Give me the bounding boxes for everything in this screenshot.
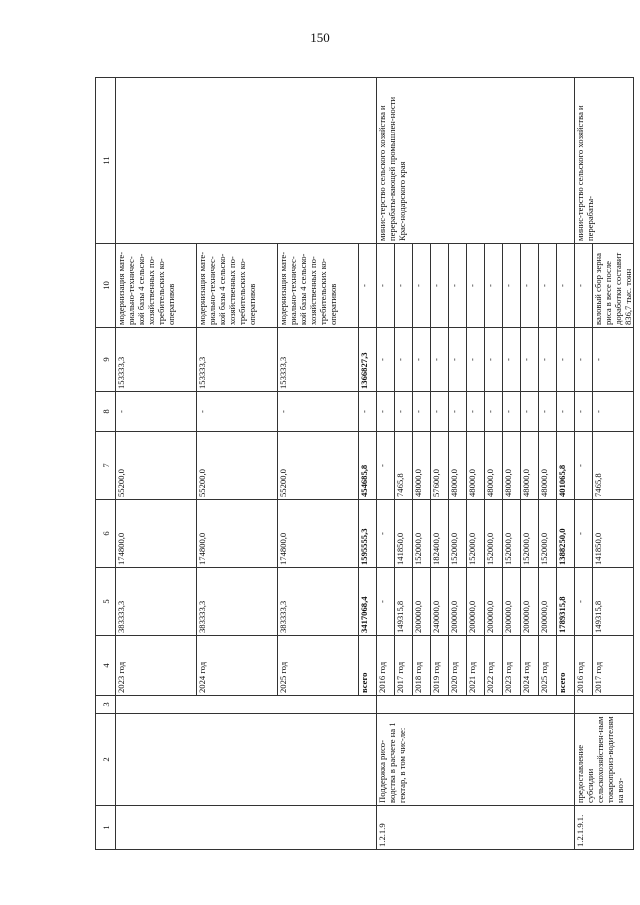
cell-federal: 7465,8 — [593, 432, 634, 500]
cell-year: 2023 год — [116, 636, 197, 696]
cell-regional: 152000,0 — [413, 500, 431, 568]
cell-result: - — [503, 244, 521, 328]
cell-result: - — [485, 244, 503, 328]
cell-total-funds: 149315,8 — [395, 568, 413, 636]
cell-regional: 152000,0 — [521, 500, 539, 568]
cell-result: - — [539, 244, 557, 328]
cell-regional: 152000,0 — [485, 500, 503, 568]
cell-code: 1.2.1.9.1. — [575, 806, 634, 850]
cell-local: - — [557, 392, 575, 432]
cell-federal: 55200,0 — [278, 432, 359, 500]
cell-regional: 182400,0 — [431, 500, 449, 568]
cell-year: 2019 год — [431, 636, 449, 696]
cell-code — [116, 806, 377, 850]
cell-year: 2024 год — [521, 636, 539, 696]
cell-executor: минис-терство сельского хозяйства и перерабаты- — [575, 78, 634, 244]
cell-regional: 174800,0 — [116, 500, 197, 568]
cell-regional: 141850,0 — [395, 500, 413, 568]
cell-year: 2018 год — [413, 636, 431, 696]
col-header-7: 7 — [96, 432, 116, 500]
cell-extrabudget: - — [539, 328, 557, 392]
cell-total-funds: 200000,0 — [413, 568, 431, 636]
cell-year: 2021 год — [467, 636, 485, 696]
cell-regional: 152000,0 — [449, 500, 467, 568]
col-header-8: 8 — [96, 392, 116, 432]
cell-result: - — [557, 244, 575, 328]
cell-result: - — [395, 244, 413, 328]
cell-extrabudget: - — [413, 328, 431, 392]
cell-extrabudget: - — [575, 328, 593, 392]
cell-local: - — [449, 392, 467, 432]
cell-total-funds: 200000,0 — [521, 568, 539, 636]
cell-total-funds: - — [575, 568, 593, 636]
cell-regional: - — [377, 500, 395, 568]
cell-federal: 401065,8 — [557, 432, 575, 500]
cell-local: - — [116, 392, 197, 432]
cell-local: - — [413, 392, 431, 432]
cell-regional: - — [575, 500, 593, 568]
cell-total-funds: 240000,0 — [431, 568, 449, 636]
cell-federal: 48000,0 — [485, 432, 503, 500]
cell-local: - — [431, 392, 449, 432]
cell-extrabudget: 153333,3 — [197, 328, 278, 392]
cell-total-funds: 1789315,8 — [557, 568, 575, 636]
cell-federal: 48000,0 — [449, 432, 467, 500]
cell-total-funds: - — [377, 568, 395, 636]
program-table — [95, 77, 634, 850]
cell-local: - — [575, 392, 593, 432]
cell-year: 2022 год — [485, 636, 503, 696]
cell-executor: минис-терство сельского хозяйства и перерабаты-вающей промышлен-ности Крас-нодарского края — [377, 78, 575, 244]
col-header-3: 3 — [96, 696, 116, 714]
cell-result: - — [377, 244, 395, 328]
col-header-4: 4 — [96, 636, 116, 696]
cell-total-funds: 383333,3 — [197, 568, 278, 636]
cell-federal: 57600,0 — [431, 432, 449, 500]
col-header-1: 1 — [96, 806, 116, 850]
cell-federal: 55200,0 — [116, 432, 197, 500]
cell-year: 2023 год — [503, 636, 521, 696]
col-header-6: 6 — [96, 500, 116, 568]
cell-federal: 55200,0 — [197, 432, 278, 500]
cell-federal: 454685,8 — [359, 432, 377, 500]
cell-total-funds: 200000,0 — [539, 568, 557, 636]
cell-local: - — [539, 392, 557, 432]
cell-result: - — [449, 244, 467, 328]
table-row — [575, 78, 593, 850]
col-header-10: 10 — [96, 244, 116, 328]
cell-year: всего — [557, 636, 575, 696]
table-row — [377, 78, 395, 850]
cell-year: 2025 год — [278, 636, 359, 696]
cell-col3 — [575, 696, 634, 714]
cell-executor — [116, 78, 377, 244]
rotated-table-scan — [95, 78, 633, 850]
cell-regional: 141850,0 — [593, 500, 634, 568]
cell-result: модернизация мате-риально-техничес-кой базы 4 сельско-хозяйственных по-требительских ко-оперативов — [278, 244, 359, 328]
cell-year: всего — [359, 636, 377, 696]
cell-code: 1.2.1.9 — [377, 806, 575, 850]
cell-local: - — [395, 392, 413, 432]
cell-year: 2016 год — [377, 636, 395, 696]
cell-total-funds: 149315,8 — [593, 568, 634, 636]
cell-extrabudget: - — [467, 328, 485, 392]
cell-result: - — [521, 244, 539, 328]
cell-local: - — [485, 392, 503, 432]
cell-result: валовый сбор зерна риса в весе после доработки составит 836,7 тыс. тонн — [593, 244, 634, 328]
cell-regional: 152000,0 — [503, 500, 521, 568]
rotated-table-wrapper — [95, 78, 633, 850]
cell-total-funds: 200000,0 — [467, 568, 485, 636]
cell-total-funds: 383333,3 — [278, 568, 359, 636]
cell-federal: 48000,0 — [503, 432, 521, 500]
cell-extrabudget: - — [449, 328, 467, 392]
cell-regional: 152000,0 — [467, 500, 485, 568]
cell-extrabudget: - — [431, 328, 449, 392]
cell-regional: 174800,0 — [197, 500, 278, 568]
cell-federal: 48000,0 — [467, 432, 485, 500]
cell-year: 2024 год — [197, 636, 278, 696]
table-row — [116, 78, 197, 850]
cell-year: 2016 год — [575, 636, 593, 696]
cell-result: - — [431, 244, 449, 328]
cell-year: 2017 год — [395, 636, 413, 696]
cell-extrabudget: - — [377, 328, 395, 392]
cell-local: - — [278, 392, 359, 432]
cell-result: - — [467, 244, 485, 328]
cell-federal: 7465,8 — [395, 432, 413, 500]
cell-result: - — [413, 244, 431, 328]
cell-federal: - — [377, 432, 395, 500]
cell-col3 — [377, 696, 575, 714]
cell-local: - — [503, 392, 521, 432]
cell-result: - — [359, 244, 377, 328]
col-header-11: 11 — [96, 78, 116, 244]
cell-year: 2025 год — [539, 636, 557, 696]
cell-federal: 48000,0 — [413, 432, 431, 500]
cell-name: предоставление субсидии сельскохозяйствен-ным товаропроиз-водителям на воз- — [575, 714, 634, 806]
cell-result: модернизация мате-риально-техничес-кой базы 4 сельско-хозяйственных по-требительских ко-оперативов — [197, 244, 278, 328]
cell-col3 — [116, 696, 377, 714]
cell-extrabudget: - — [395, 328, 413, 392]
cell-total-funds: 200000,0 — [485, 568, 503, 636]
cell-federal: - — [575, 432, 593, 500]
cell-total-funds: 383333,3 — [116, 568, 197, 636]
cell-local: - — [197, 392, 278, 432]
cell-extrabudget: 1366827,3 — [359, 328, 377, 392]
cell-name: Поддержка рисо-водства в расчете на 1 гектар, в том чис-ле: — [377, 714, 575, 806]
cell-local: - — [467, 392, 485, 432]
cell-extrabudget: - — [593, 328, 634, 392]
cell-total-funds: 200000,0 — [449, 568, 467, 636]
col-header-5: 5 — [96, 568, 116, 636]
page-number: 150 — [310, 30, 330, 45]
cell-regional: 1388250,0 — [557, 500, 575, 568]
cell-regional: 1595555,3 — [359, 500, 377, 568]
col-header-2: 2 — [96, 714, 116, 806]
cell-extrabudget: - — [521, 328, 539, 392]
column-number-row — [96, 78, 116, 850]
cell-local: - — [377, 392, 395, 432]
cell-extrabudget: 153333,3 — [278, 328, 359, 392]
cell-local: - — [359, 392, 377, 432]
cell-local: - — [521, 392, 539, 432]
cell-total-funds: 200000,0 — [503, 568, 521, 636]
cell-federal: 48000,0 — [521, 432, 539, 500]
cell-year: 2017 год — [593, 636, 634, 696]
cell-total-funds: 3417068,4 — [359, 568, 377, 636]
cell-regional: 174800,0 — [278, 500, 359, 568]
cell-local: - — [593, 392, 634, 432]
cell-federal: 48000,0 — [539, 432, 557, 500]
cell-result: модернизация мате-риально-техничес-кой базы 4 сельско-хозяйственных по-требительских ко-оперативов — [116, 244, 197, 328]
cell-extrabudget: - — [485, 328, 503, 392]
cell-result: - — [575, 244, 593, 328]
cell-extrabudget: - — [557, 328, 575, 392]
col-header-9: 9 — [96, 328, 116, 392]
cell-year: 2020 год — [449, 636, 467, 696]
cell-extrabudget: 153333,3 — [116, 328, 197, 392]
cell-name — [116, 714, 377, 806]
cell-extrabudget: - — [503, 328, 521, 392]
cell-regional: 152000,0 — [539, 500, 557, 568]
